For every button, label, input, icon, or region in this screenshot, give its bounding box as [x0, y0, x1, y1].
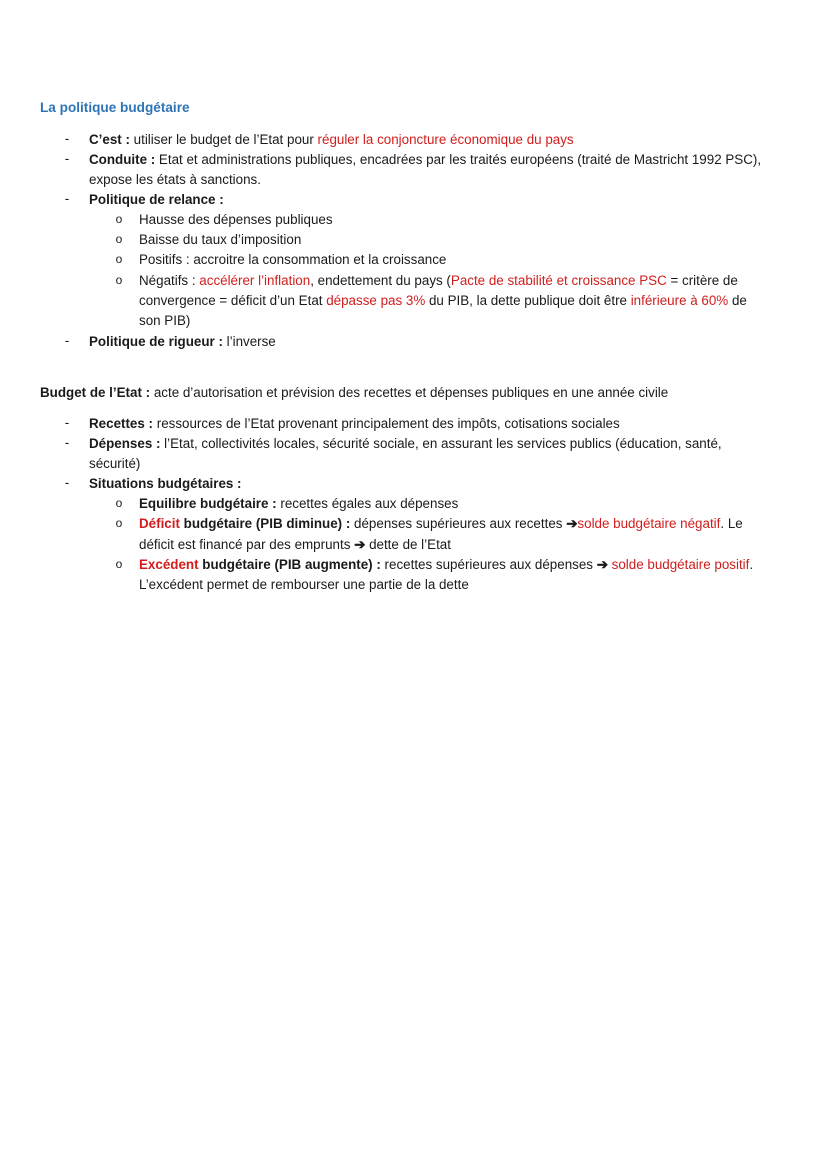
negatifs-mid2: = critère de [666, 273, 738, 288]
item-cest-label: C’est : [89, 132, 130, 147]
negatifs-line2a: convergence = déficit d’un Etat [139, 293, 327, 308]
budget-etat-text: acte d’autorisation et prévision des recettes et dépenses publiques en une année civile [150, 385, 669, 400]
item-conduite-label: Conduite : [89, 152, 156, 167]
item-rigueur-text: l’inverse [222, 334, 276, 349]
item-relance [89, 190, 224, 210]
situation-deficit-line2 [139, 535, 451, 555]
deficit-word: Déficit [139, 516, 180, 531]
section-title-politique-budgetaire: La politique budgétaire [40, 100, 190, 115]
excedent-word: Excédent [139, 557, 199, 572]
budget-etat-label: Budget de l’Etat : [40, 385, 151, 400]
negatifs-line2c: de [728, 293, 747, 308]
negatifs-60pct: inférieure à 60% [630, 293, 729, 308]
situation-excedent [139, 555, 753, 575]
circle-bullet: o [115, 273, 123, 287]
item-recettes-label: Recettes : [89, 416, 154, 431]
deficit-line2b: dette de l’Etat [365, 537, 451, 552]
dash-bullet: - [64, 333, 70, 348]
circle-bullet: o [115, 516, 123, 530]
item-cest-text: utiliser le budget de l’Etat pour [129, 132, 318, 147]
section-heading-budget-etat [40, 383, 668, 403]
item-recettes-text: ressources de l’Etat provenant principalement des impôts, cotisations sociales [153, 416, 620, 431]
arrow-right-icon: ➔ [566, 516, 578, 531]
equilibre-text: recettes égales aux dépenses [276, 496, 459, 511]
item-depenses-label: Dépenses : [89, 436, 161, 451]
situation-equilibre [139, 494, 458, 514]
negatifs-psc: Pacte de stabilité et croissance PSC [450, 273, 667, 288]
circle-bullet: o [115, 496, 123, 510]
arrow-right-icon: ➔ [354, 537, 366, 552]
item-conduite [89, 150, 761, 170]
equilibre-label: Equilibre budgétaire : [139, 496, 277, 511]
excedent-solde: solde budgétaire positif [607, 557, 750, 572]
dash-bullet: - [64, 131, 70, 146]
circle-bullet: o [115, 212, 123, 226]
item-depenses-text: l’Etat, collectivités locales, sécurité sociale, en assurant les services publics (éducation, santé, [160, 436, 722, 451]
relance-negatifs-line2 [139, 291, 747, 311]
item-cest [89, 130, 574, 150]
item-rigueur-label: Politique de rigueur : [89, 334, 223, 349]
dash-bullet: - [64, 191, 70, 206]
situation-excedent-line2: L’excédent permet de rembourser une partie de la dette [139, 577, 469, 592]
item-rigueur [89, 332, 276, 352]
negatifs-line2b: du PIB, la dette publique doit être [425, 293, 631, 308]
deficit-solde: solde budgétaire négatif [577, 516, 721, 531]
item-recettes [89, 414, 620, 434]
deficit-line2a: déficit est financé par des emprunts [139, 537, 355, 552]
item-depenses [89, 434, 722, 454]
excedent-tail: . [749, 557, 754, 572]
excedent-label: budgétaire (PIB augmente) : [198, 557, 381, 572]
item-conduite-text: Etat et administrations publiques, encadrées par les traités européens (traité de Mastricht 1992 PSC), [155, 152, 762, 167]
item-depenses-line2: sécurité) [89, 456, 141, 471]
relance-hausse: Hausse des dépenses publiques [139, 212, 333, 227]
item-conduite-line2: expose les états à sanctions. [89, 172, 261, 187]
excedent-text: recettes supérieures aux dépenses [380, 557, 597, 572]
negatifs-prefix: Négatifs : [139, 273, 200, 288]
situation-deficit [139, 514, 743, 534]
item-cest-highlight: réguler la conjoncture économique du pays [317, 132, 574, 147]
item-situations [89, 474, 242, 494]
relance-baisse: Baisse du taux d’imposition [139, 232, 302, 247]
negatifs-inflation: accélérer l’inflation [199, 273, 311, 288]
relance-negatifs-line3: son PIB) [139, 313, 191, 328]
relance-negatifs-line1 [139, 271, 738, 291]
dash-bullet: - [64, 475, 70, 490]
dash-bullet: - [64, 415, 70, 430]
negatifs-mid1: , endettement du pays ( [310, 273, 451, 288]
deficit-text: dépenses supérieures aux recettes [350, 516, 567, 531]
item-situations-label: Situations budgétaires : [89, 476, 242, 491]
deficit-tail: . Le [720, 516, 743, 531]
item-relance-label: Politique de relance : [89, 192, 224, 207]
dash-bullet: - [64, 151, 70, 166]
dash-bullet: - [64, 435, 70, 450]
circle-bullet: o [115, 252, 123, 266]
arrow-right-icon: ➔ [596, 557, 608, 572]
negatifs-3pct: dépasse pas 3% [326, 293, 426, 308]
circle-bullet: o [115, 557, 123, 571]
relance-positifs: Positifs : accroitre la consommation et la croissance [139, 252, 447, 267]
circle-bullet: o [115, 232, 123, 246]
deficit-label: budgétaire (PIB diminue) : [179, 516, 351, 531]
